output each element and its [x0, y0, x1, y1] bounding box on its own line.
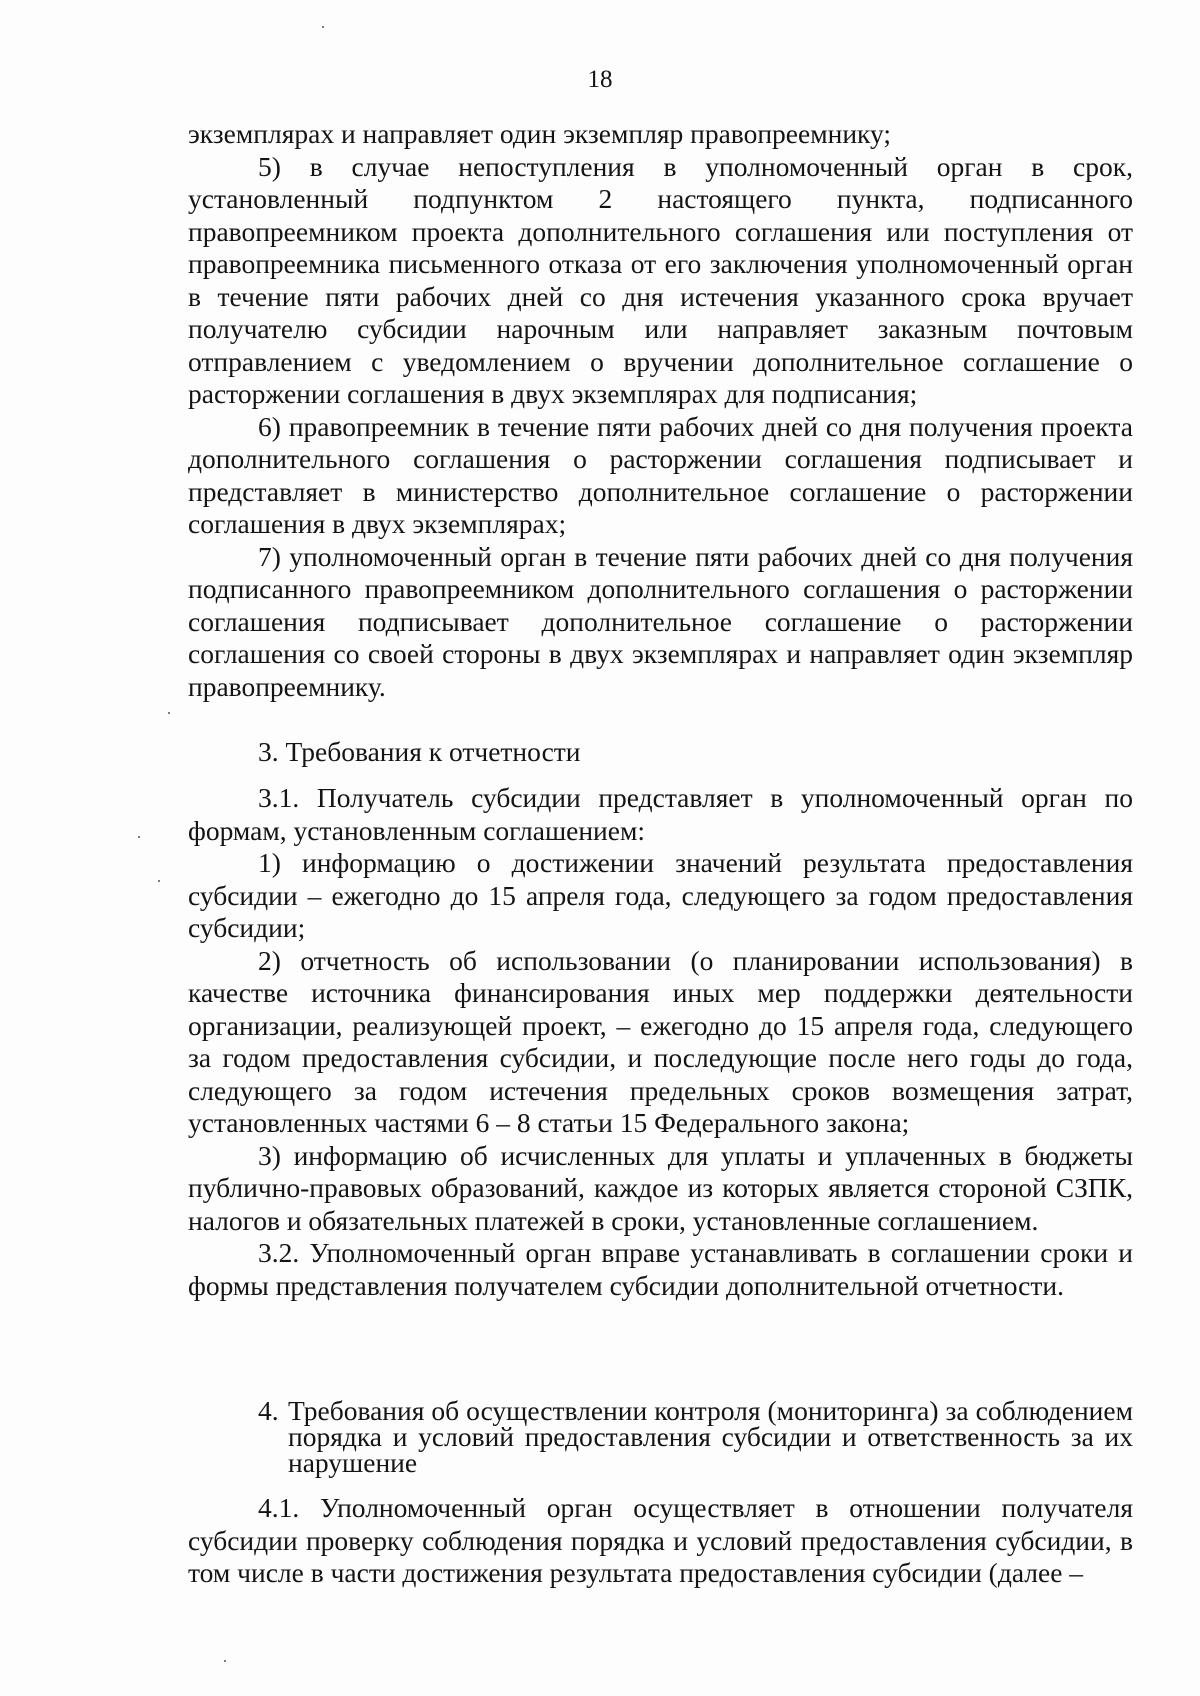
- scan-speck: [224, 1660, 226, 1662]
- top-continuation-block: [188, 118, 1133, 703]
- scan-speck: [322, 26, 324, 28]
- paragraph-3-2: 3.2. Уполномоченный орган вправе устанавливать в соглашении сроки и формы представления получателем субсидии дополнительной отчетности.: [188, 1237, 1133, 1301]
- section-4-heading-text: Требования об осуществлении контроля (мониторинга) за соблюдением порядка и условий предоставления субсидии и ответственность за их нарушение: [288, 1395, 1133, 1478]
- page-number: 18: [587, 66, 613, 93]
- paragraph-3-1-item-2: 2) отчетность об использовании (о планировании использования) в качестве источника финансирования иных мер поддержки деятельности организации, реализующей проект, – ежегодно до 15 апреля года, следующего за годом предоставления субсидии, и последующие после него годы до года, следующего за годом истечения предельных сроков возмещения затрат, установленных частями 6 – 8 статьи 15 Федерального закона;: [188, 944, 1133, 1138]
- section-3-heading: 3. Требования к отчетности: [258, 736, 581, 767]
- paragraph-3-1: 3.1. Получатель субсидии представляет в уполномоченный орган по формам, установленным соглашением:: [188, 782, 1133, 846]
- paragraph-item-6: 6) правопреемник в течение пяти рабочих дней со дня получения проекта дополнительного соглашения о расторжении соглашения подписывает и представляет в министерство дополнительное соглашение о расторжении соглашения в двух экземплярах;: [188, 410, 1133, 539]
- section-3: [188, 736, 1133, 769]
- scan-speck: [138, 836, 140, 838]
- paragraph-3-1-item-1: 1) информацию о достижении значений результата предоставления субсидии – ежегодно до 15 апреля года, следующего за годом предоставления субсидии;: [188, 847, 1133, 943]
- paragraph-4-1: 4.1. Уполномоченный орган осуществляет в отношении получателя субсидии проверку соблюдения порядка и условий предоставления субсидии, в том числе в части достижения результата предоставления субсидии (далее –: [188, 1492, 1133, 1588]
- scan-speck: [158, 880, 160, 882]
- section-4-body: [188, 1492, 1133, 1590]
- paragraph-continuation: экземплярах и направляет один экземпляр правопреемнику;: [188, 118, 892, 149]
- section-4-heading: [258, 1395, 1133, 1478]
- scan-speck: [168, 712, 170, 714]
- section-4-heading-number: 4.: [258, 1395, 279, 1426]
- paragraph-3-1-item-3: 3) информацию об исчисленных для уплаты и уплаченных в бюджеты публично-правовых образований, каждое из которых является стороной СЗПК, налогов и обязательных платежей в сроки, установленные соглашением.: [188, 1139, 1133, 1236]
- paragraph-item-5: 5) в случае непоступления в уполномоченный орган в срок, установленный подпунктом 2 настоящего пункта, подписанного правопреемником проекта дополнительного соглашения или поступления от правопреемника письменного отказа от его заключения уполномоченный орган в течение пяти рабочих дней со дня истечения указанного срока вручает получателю субсидии нарочным или направляет заказным почтовым отправлением с уведомлением о вручении дополнительное соглашение о расторжении соглашения в двух экземплярах для подписания;: [188, 150, 1133, 409]
- section-3-body: [188, 782, 1133, 1302]
- paragraph-item-7: 7) уполномоченный орган в течение пяти рабочих дней со дня получения подписанного правопреемником дополнительного соглашения о расторжении соглашения подписывает дополнительное соглашение о расторжении соглашения со своей стороны в двух экземплярах и направляет один экземпляр правопреемнику.: [188, 540, 1133, 702]
